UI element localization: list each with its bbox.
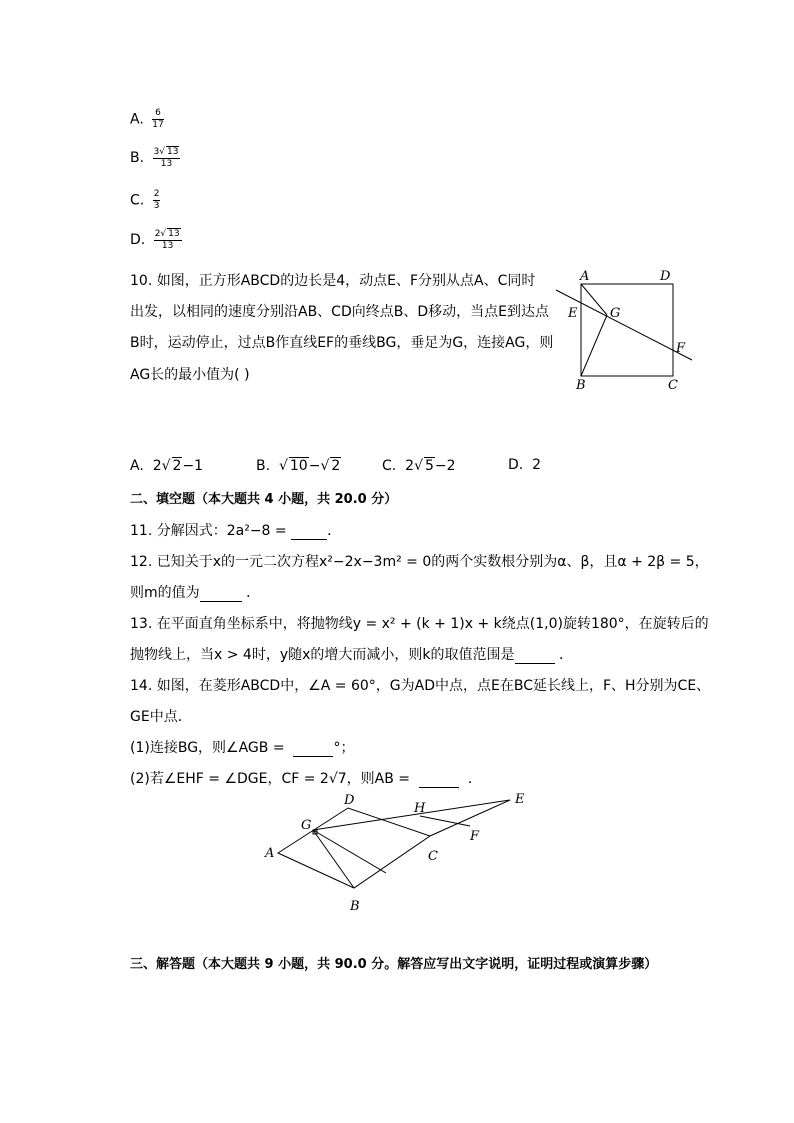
label-d: D	[660, 269, 671, 284]
q10-option-d	[508, 457, 541, 473]
q11	[130, 520, 341, 540]
option-a-fraction	[152, 108, 163, 131]
q11-end: ．	[327, 523, 342, 539]
numerator: 6	[152, 108, 163, 120]
answer-blank	[200, 587, 242, 602]
coefficient: 2	[405, 458, 415, 474]
answer-blank	[515, 649, 555, 664]
denominator: 13	[161, 241, 174, 251]
section-3-heading: 三、解答题（本大题共 9 小题，共 90.0 分。解答应写出文字说明，证明过程或演算步骤）	[130, 957, 658, 972]
answer-blank	[291, 525, 327, 540]
q12-end: ．	[246, 585, 261, 601]
segment-bg	[313, 830, 354, 888]
option-c	[130, 189, 160, 212]
q14-sub2-end: ．	[467, 771, 482, 787]
coefficient: 3	[153, 147, 160, 157]
option-c-label: C.	[130, 192, 145, 209]
q13-line-1: 13. 在平面直角坐标系中，将抛物线y = x² + (k + 1)x + k绕点(1,0)旋转180°，在旋转后的	[130, 616, 709, 632]
radicand: 2	[331, 458, 341, 474]
label-f: F	[470, 829, 480, 844]
label-e: E	[568, 306, 578, 321]
option-label: A.	[130, 458, 144, 474]
segment-bg	[581, 315, 607, 376]
value: 2	[532, 457, 542, 473]
option-d-label: D.	[130, 232, 146, 248]
segment-gc	[313, 830, 386, 873]
label-c: C	[428, 849, 438, 864]
constant: −2	[434, 458, 456, 474]
q12-text: 则m的值为	[130, 585, 200, 601]
answer-blank	[293, 742, 333, 757]
q10-option-b: B. √ 10−√ 2	[256, 458, 341, 474]
label-c: C	[668, 378, 678, 393]
q14-line-2: GE中点．	[130, 709, 192, 725]
radicand: 13	[168, 229, 180, 239]
option-b-label: B.	[130, 150, 145, 166]
label-a: A	[265, 846, 275, 861]
line-ef	[556, 290, 692, 360]
label-e: E	[515, 792, 525, 807]
denominator: 3	[153, 201, 160, 211]
q13-text: 抛物线上，当x > 4时，y随x的增大而减小，则k的取值范围是	[130, 647, 515, 663]
label-f: F	[676, 341, 686, 356]
q12-line-2	[130, 582, 260, 602]
label-b: B	[576, 378, 586, 393]
q14-sub2-text: (2)若∠EHF = ∠DGE，CF = 2√7，则AB =	[130, 771, 415, 787]
label-g: G	[301, 818, 312, 833]
label-a: A	[580, 269, 590, 284]
operator: −	[308, 458, 321, 474]
option-a	[130, 108, 164, 131]
q11-text: 11. 分解因式：2a²−8 =	[130, 523, 292, 539]
denominator: 17	[152, 120, 164, 130]
radicand: 2	[172, 458, 182, 474]
q10-option-c: C. 2√ 5−2	[382, 458, 456, 474]
label-g: G	[610, 306, 621, 321]
option-c-fraction	[153, 189, 161, 212]
option-label: C.	[382, 458, 397, 474]
label-d: D	[344, 793, 355, 808]
radicand: 13	[167, 147, 179, 157]
option-d-fraction	[154, 228, 182, 252]
constant: −1	[182, 458, 204, 474]
q13-line-2	[130, 644, 573, 664]
q10-option-a: A. 2√ 2−1	[130, 458, 204, 474]
coefficient: 2	[154, 229, 161, 239]
segment-ag	[581, 284, 607, 315]
option-label: D.	[508, 457, 524, 473]
q10-line-2: 出发，以相同的速度分别沿AB、CD向终点B、D移动，当点E到达点	[130, 304, 549, 320]
q14-sub1-end: °；	[333, 740, 355, 756]
q14-sub-2	[130, 768, 482, 788]
square-abcd	[581, 284, 673, 376]
option-d	[130, 228, 182, 252]
coefficient: 2	[152, 458, 162, 474]
answer-blank	[419, 773, 459, 788]
numerator: 2√ 13	[154, 229, 180, 239]
q14-rhombus-figure	[258, 788, 538, 918]
radicand: 5	[424, 458, 434, 474]
q10-line-3: B时，运动停止，过点B作直线EF的垂线BG，垂足为G，连接AG，则	[130, 335, 554, 351]
label-h: H	[414, 801, 426, 816]
q14-sub1-text: (1)连接BG，则∠AGB =	[130, 740, 290, 756]
numerator: 3√ 13	[153, 147, 179, 157]
option-label: B.	[256, 458, 271, 474]
denominator: 13	[160, 159, 173, 169]
q10-square-figure	[550, 262, 700, 397]
q10-line-1: 10. 如图，正方形ABCD的边长是4，动点E、F分别从点A、C同时	[130, 273, 536, 289]
q14-sub-1	[130, 737, 354, 757]
q14-line-1: 14. 如图，在菱形ABCD中，∠A = 60°，G为AD中点，点E在BC延长线上，F、H分别为CE、	[130, 678, 711, 694]
q10-line-4: AG长的最小值为( )	[130, 367, 250, 383]
label-b: B	[350, 899, 360, 914]
section-2-heading: 二、填空题（本大题共 4 小题，共 20.0 分）	[130, 492, 398, 507]
option-a-label: A.	[130, 111, 144, 128]
segment-ge	[313, 800, 510, 830]
q13-end: ．	[558, 647, 573, 663]
option-b	[130, 146, 180, 170]
radicand: 10	[289, 458, 308, 474]
q12-line-1: 12. 已知关于x的一元二次方程x²−2x−3m² = 0的两个实数根分别为α、β，且α + 2β = 5，	[130, 554, 709, 570]
option-b-fraction	[153, 146, 181, 170]
numerator: 2	[153, 189, 160, 199]
